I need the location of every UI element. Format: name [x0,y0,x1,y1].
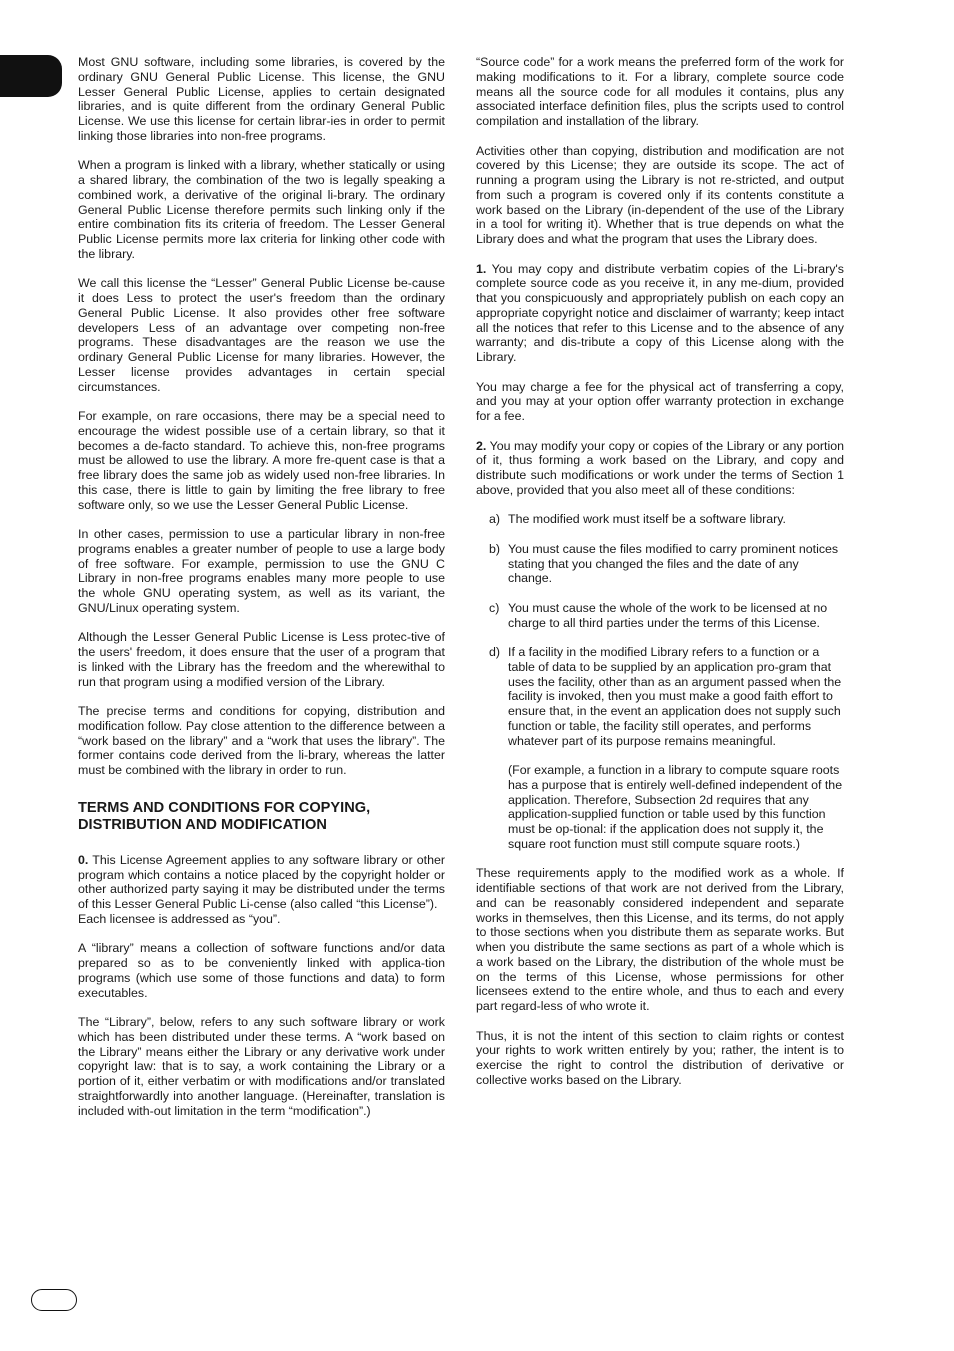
section-1-number: 1. [476,261,487,276]
intro-paragraph: Most GNU software, including some libraries, is covered by the ordinary GNU General Public License. This license, the GNU Lesser General Public License, applies to certain designated libraries, and is quite different from the ordinary General Public License. We use this license for certain librar-ies in order to permit linking those libraries into non-free programs. [78,55,445,143]
source-code-paragraph: “Source code” for a work means the preferred form of the work for making modifications to it. For a library, complete source code means all the source code for all modules it contains, plus any associated interface definition files, plus the scripts used to control compilation and installation of the library. [476,55,844,128]
section-0 [78,853,445,912]
condition-text: You must cause the whole of the work to be licensed at no charge to all third parties under the terms of this License. [508,600,828,630]
section-1 [476,262,844,365]
activities-paragraph: Activities other than copying, distribution and modification are not covered by this License; they are outside its scope. The act of running a program using the Library is not re-stricted, and output from such a program is covered only if its contents constitute a work based on the Library (in-dependent of the use of the Library in a tool for writing it). Whether that is true depends on what the Library does and what the program that uses the Library does. [476,143,844,246]
lesser-paragraph: We call this license the “Lesser” General Public License be-cause it does Less to protect the user's freedom than the ordinary General Public License. It also provides other free software developers Less of an advantage over competing non-free programs. These disadvantages are the reason we use the ordinary General Public License for many libraries. However, the Lesser license provides advantages in certain special circumstances. [78,276,445,394]
condition-text: You must cause the files modified to carry prominent notices stating that you changed the files and the date of any change. [508,541,839,586]
section-2-text: You may modify your copy or copies of the Library or any portion of it, thus forming a work based on the Library, and copy and distribute such modifications or work under the terms of Section 1 above, provided that you also meet all of these conditions: [476,438,844,497]
right-column [476,55,844,1102]
condition-a [476,512,844,527]
condition-label: b) [489,541,501,556]
requirements-paragraph: These requirements apply to the modified work as a whole. If identifiable sections of that work are not derived from the Library, and can be reasonably considered independent and separate works in themselves, then this License, and its terms, do not apply to those sections when you distribute them as separate works. But when you distribute the same sections as part of a whole which is a work based on the Library, the distribution of the whole must be on the terms of this License, whose permissions for other licensees extend to the entire whole, and thus to each and every part regard-less of who wrote it. [476,866,844,1013]
intent-paragraph: Thus, it is not the intent of this section to claim rights or contest your rights to work written entirely by you; rather, the intent is to exercise the right to control the distribution of derivative or collective works based on the Library. [476,1028,844,1087]
section-0-licensee: Each licensee is addressed as “you”. [78,911,281,926]
condition-text: The modified work must itself be a software library. [508,512,786,527]
library-definition-paragraph: A “library” means a collection of software functions and/or data prepared so as to be conveniently linked with applica-tion programs (which use some of those functions and data) to form executables. [78,941,445,1000]
page-number-badge [31,1289,77,1311]
left-column [78,55,445,1133]
linking-paragraph: When a program is linked with a library, whether statically or using a shared library, the combination of the two is legally speaking a combined work, a derivative of the original li-brary. The ordinary General Public License therefore permits such linking only if the entire combination fits its criteria of freedom. The Lesser General Public License permits more lax criteria for linking other code with the library. [78,158,445,261]
condition-label: d) [489,645,501,659]
section-2-number: 2. [476,438,487,453]
terms-heading [78,800,445,834]
condition-d [476,645,844,852]
section-0-text: This License Agreement applies to any software library or other program which contains a notice placed by the copyright holder or other authorized party saying it may be distributed under the terms of this Lesser General Public Li-cense (also called “this License”). [78,852,445,911]
condition-c [476,601,844,631]
section-1-text: You may copy and distribute verbatim copies of the Li-brary's complete source code as you receive it, in any me-dium, provided that you conspicuously and appropriately publish on each copy an appropriate copyright notice and disclaimer of warranty; keep intact all the notices that refer to this License and to the absence of any warranty; and dis-tribute a copy of this License along with the Library. [476,261,844,364]
fee-paragraph: You may charge a fee for the physical act of transferring a copy, and you may at your option offer warranty protection in exchange for a fee. [476,379,844,423]
example-paragraph: For example, on rare occasions, there may be a special need to encourage the widest possible use of a certain library, so that it becomes a de-facto standard. To achieve this, non-free programs must be allowed to use the library. A more fre-quent case is that a free library does the same job as widely used non-free libraries. In this case, there is little to gain by limiting the free library to free software only, so we use the Lesser General Public License. [78,409,445,512]
condition-label: c) [489,600,500,615]
section-0-number: 0. [78,852,89,867]
freedom-paragraph: Although the Lesser General Public License is Less protec-tive of the users' freedom, it does ensure that the user of a program that is linked with the Library has the freedom and the wherewithal to run that program using a modified version of the Library. [78,630,445,689]
section-2 [476,439,844,498]
other-cases-paragraph: In other cases, permission to use a particular library in non-free programs enables a greater number of people to use a large body of free software. For example, permission to use the GNU C Library in non-free programs enables many more people to use the whole GNU operating system, as well as its variant, the GNU/Linux operating system. [78,527,445,615]
terms-heading-line2: DISTRIBUTION AND MODIFICATION [78,816,327,833]
condition-label: a) [489,512,501,527]
terms-heading-line1: TERMS AND CONDITIONS FOR COPYING, [78,799,371,816]
precise-terms-paragraph: The precise terms and conditions for copying, distribution and modification follow. Pay close attention to the difference between a “work based on the library” and a “work that uses the library”. The former contains code derived from the li-brary, whereas the latter must be combined with the library in order to run. [78,704,445,777]
the-library-paragraph: The “Library”, below, refers to any such software library or work which has been distributed under these terms. A “work based on the Library” means either the Library or any derivative work under copyright law: that is to say, a work containing the Library or a portion of it, either verbatim or with modifications and/or translated straightforwardly into another language. (Hereinafter, translation is included with-out limitation in the term “modification”.) [78,1015,445,1118]
chapter-tab [0,55,62,97]
condition-b [476,542,844,586]
condition-d-example: (For example, a function in a library to compute square roots has a purpose that is entirely well-defined independent of the application. Therefore, Subsection 2d requires that any application-supplied function or table used by this function must be op-tional: if the application does not supply it, the square root function must still compute square roots.) [508,763,843,851]
condition-text: If a facility in the modified Library refers to a function or a table of data to be supplied by an application pro-gram that uses the facility, other than as an argument passed when the facility is invoked, then you must make a good faith effort to ensure that, in the event an application does not supply such function or table, the facility still operates, and performs whatever part of its purpose remains meaningful. [508,645,842,748]
